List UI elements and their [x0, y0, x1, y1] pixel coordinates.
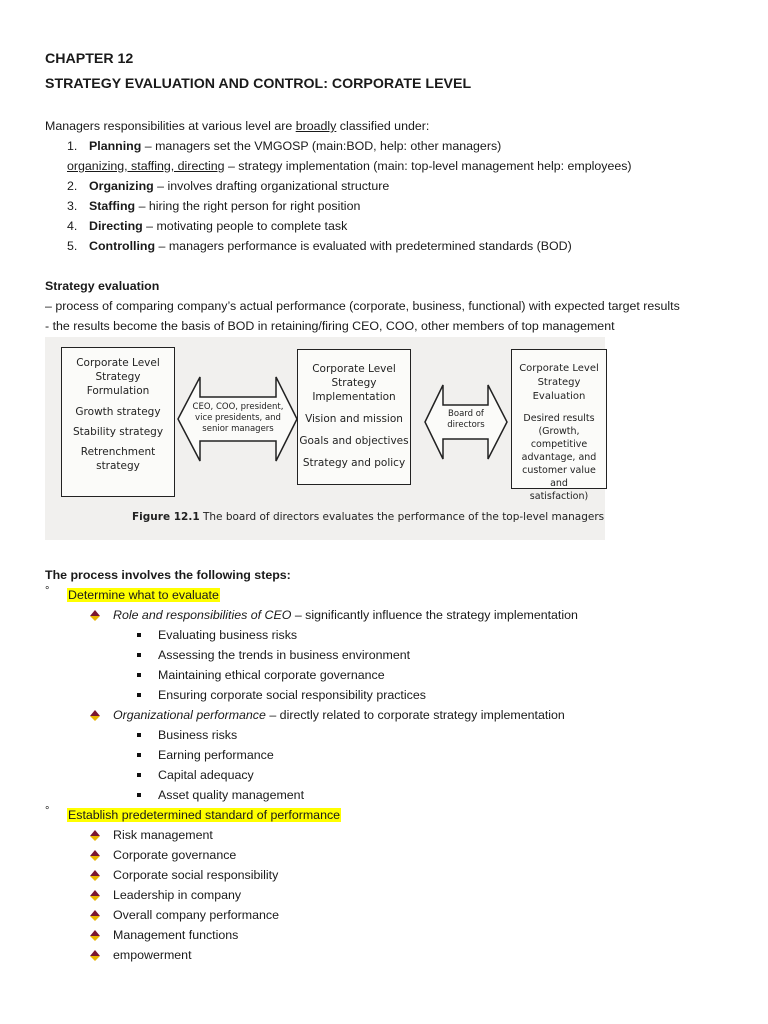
- figure-caption-label: Figure 12.1: [132, 511, 200, 523]
- step-2: [67, 807, 341, 823]
- arrow-bullet-icon: [90, 930, 100, 941]
- implementation-box: [297, 349, 411, 485]
- arrow-bullet-icon: [90, 950, 100, 961]
- function-desc: – strategy implementation (main: top-level management help: employees): [224, 159, 632, 173]
- function-organizing: [67, 178, 389, 194]
- org-performance-term: Organizational performance: [113, 708, 266, 722]
- box-item: Vision and mission: [305, 413, 403, 425]
- list-number: 3.: [67, 199, 78, 213]
- org-item: Capital adequacy: [158, 768, 254, 782]
- intro-text: Managers responsibilities at various level are: [45, 119, 296, 133]
- function-directing: [67, 218, 347, 234]
- figure-caption: [132, 511, 604, 523]
- standard-item: Corporate social responsibility: [113, 868, 279, 882]
- box-item: advantage, and: [521, 452, 597, 463]
- ceo-role-desc: – significantly influence the strategy implementation: [291, 608, 578, 622]
- box-title: Strategy Evaluation: [532, 377, 586, 402]
- function-term: Organizing: [89, 179, 154, 193]
- list-number: 4.: [67, 219, 78, 233]
- box-item: Goals and objectives: [299, 435, 409, 447]
- square-bullet: [137, 793, 141, 797]
- implementation-terms: organizing, staffing, directing: [67, 159, 225, 173]
- list-number: 2.: [67, 179, 78, 193]
- box-title: Formulation: [86, 385, 150, 397]
- function-term: Planning: [89, 139, 142, 153]
- function-term: Directing: [89, 219, 143, 233]
- org-performance: [113, 707, 565, 723]
- arrow-bullet-icon: [90, 910, 100, 921]
- standard-item: Management functions: [113, 928, 239, 942]
- standard-item: Overall company performance: [113, 908, 279, 922]
- box-item: customer value and: [522, 465, 596, 489]
- degree-bullet: °: [45, 805, 50, 817]
- figure-12-1: [45, 337, 605, 540]
- figure-caption-text: The board of directors evaluates the performance of the top-level managers: [199, 511, 605, 523]
- square-bullet: [137, 653, 141, 657]
- chapter-title: STRATEGY EVALUATION AND CONTROL: CORPORATE LEVEL: [45, 76, 472, 92]
- evaluation-line-2: - the results become the basis of BOD in retaining/firing CEO, COO, other members of top management: [45, 319, 615, 333]
- standard-item: empowerment: [113, 948, 192, 962]
- ceo-item: Assessing the trends in business environment: [158, 648, 411, 662]
- square-bullet: [137, 673, 141, 677]
- evaluation-box: [511, 349, 607, 502]
- box-title: Corporate Level: [519, 363, 599, 374]
- box-title: Strategy: [331, 377, 377, 389]
- arrow-bullet-icon: [90, 710, 100, 721]
- box-item: Stability strategy: [72, 426, 164, 438]
- function-term: Staffing: [89, 199, 136, 213]
- arrow-bullet-icon: [90, 870, 100, 881]
- ceo-role-term: Role and responsibilities of CEO: [113, 608, 292, 622]
- standard-item: Corporate governance: [113, 848, 237, 862]
- box-item: Retrenchment: [80, 446, 156, 458]
- arrow-bullet-icon: [90, 890, 100, 901]
- step-2-text: Establish predetermined standard of performance: [68, 808, 341, 822]
- org-item: Business risks: [158, 728, 238, 742]
- org-item: Asset quality management: [158, 788, 305, 802]
- arrow-label-line: vice presidents, and: [195, 413, 281, 423]
- evaluation-heading: Strategy evaluation: [45, 279, 160, 293]
- intro-underlined: broadly: [295, 119, 337, 133]
- square-bullet: [137, 773, 141, 777]
- function-controlling: [67, 238, 572, 254]
- box-title: Corporate Level: [76, 357, 160, 369]
- ceo-item: Maintaining ethical corporate governance: [158, 668, 385, 682]
- box-item: Strategy and policy: [302, 457, 406, 469]
- square-bullet: [137, 693, 141, 697]
- function-implementation: [67, 158, 632, 174]
- list-number: 1.: [67, 139, 78, 153]
- function-term: Controlling: [89, 239, 156, 253]
- intro-text-end: classified under:: [336, 119, 430, 133]
- step-1-text: Determine what to evaluate: [68, 588, 219, 602]
- step-1: [67, 587, 220, 603]
- standard-item: Risk management: [113, 828, 213, 842]
- org-item: Earning performance: [158, 748, 274, 762]
- arrow-label-line: CEO, COO, president,: [192, 402, 284, 412]
- box-item: strategy: [96, 460, 140, 472]
- square-bullet: [137, 753, 141, 757]
- box-item: satisfaction): [529, 491, 589, 502]
- arrow-left-label: [190, 402, 286, 435]
- org-performance-desc: – directly related to corporate strategy implementation: [265, 708, 565, 722]
- function-staffing: [67, 198, 360, 214]
- function-desc: – motivating people to complete task: [142, 219, 348, 233]
- arrow-bullet-icon: [90, 610, 100, 621]
- box-title: Implementation: [312, 391, 396, 403]
- ceo-item: Evaluating business risks: [158, 628, 298, 642]
- standard-item: Leadership in company: [113, 888, 242, 902]
- arrow-bullet-icon: [90, 830, 100, 841]
- evaluation-line-1: – process of comparing company’s actual performance (corporate, business, functional) with expected target results: [45, 299, 680, 313]
- ceo-item: Ensuring corporate social responsibility practices: [158, 688, 426, 702]
- box-item: Growth strategy: [75, 406, 161, 418]
- arrow-label-line: senior managers: [202, 424, 274, 434]
- formulation-box: [61, 347, 175, 497]
- ceo-role: [113, 607, 578, 623]
- function-desc: – hiring the right person for right position: [135, 199, 361, 213]
- square-bullet: [137, 733, 141, 737]
- box-title: Strategy: [95, 371, 141, 383]
- box-title: Corporate Level: [312, 363, 396, 375]
- arrow-bullet-icon: [90, 850, 100, 861]
- chapter-label: CHAPTER 12: [45, 51, 134, 67]
- arrow-label-line: directors: [447, 420, 485, 430]
- function-planning: [67, 138, 501, 154]
- box-item: (Growth, competitive: [530, 426, 588, 450]
- box-item: Desired results: [523, 413, 595, 424]
- arrow-right-label: [440, 409, 492, 431]
- degree-bullet: °: [45, 585, 50, 597]
- list-number: 5.: [67, 239, 78, 253]
- square-bullet: [137, 633, 141, 637]
- intro-line: [45, 118, 429, 134]
- process-heading: The process involves the following steps:: [45, 568, 291, 582]
- arrow-label-line: Board of: [448, 409, 484, 419]
- function-desc: – managers performance is evaluated with predetermined standards (BOD): [155, 239, 572, 253]
- function-desc: – managers set the VMGOSP (main:BOD, help: other managers): [141, 139, 502, 153]
- function-desc: – involves drafting organizational structure: [153, 179, 390, 193]
